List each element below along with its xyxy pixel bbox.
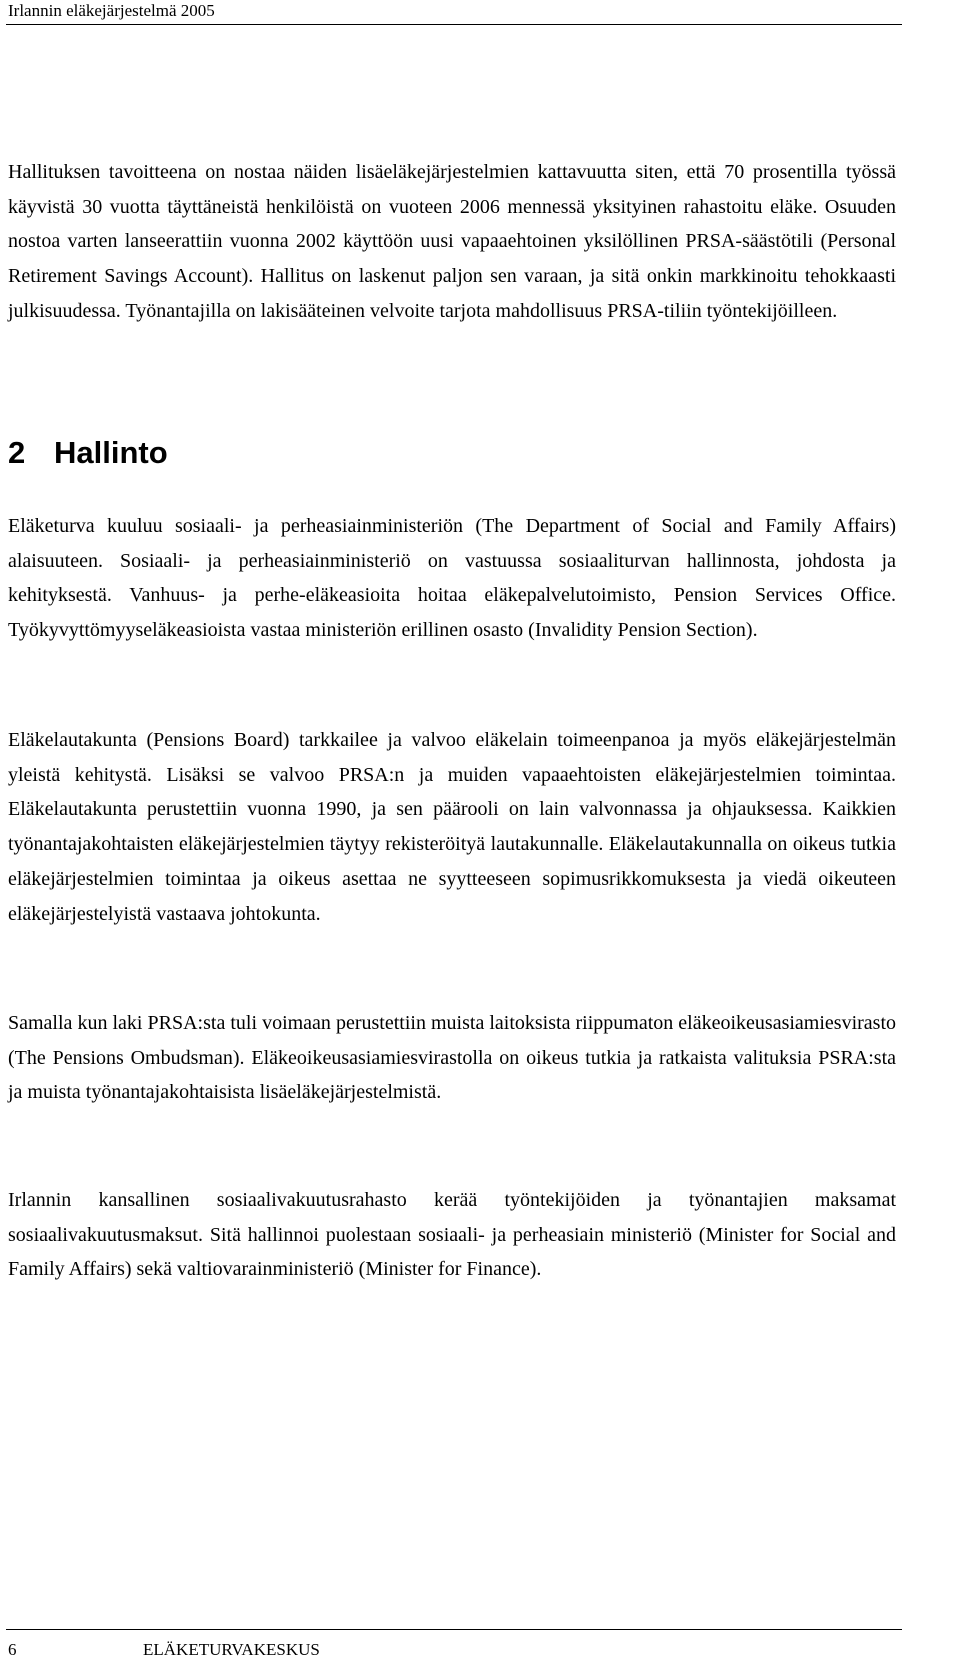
paragraph-social-insurance-fund: Irlannin kansallinen sosiaalivakuutusrahasto kerää työntekijöiden ja työnantajien maksamat sosiaalivakuutusmaksut. Sitä hallinnoi puolestaan sosiaali- ja perheasiain ministeriö (Minister for Social and Family Affairs) sekä valtiovarainministeriö (Minister for Finance). [8,1189,896,1281]
paragraph-pension-coverage: Hallituksen tavoitteena on nostaa näiden lisäeläkejärjestelmien kattavuutta siten, että 70 prosentilla työssä käyvistä 30 vuotta täyttäneistä henkilöistä on vuoteen 2006 mennessä yksityinen rahastoitu eläke. Osuuden nostoa varten lanseerattiin vuonna 2002 käyttöön uusi vapaaehtoinen yksilöllinen PRSA-säästötili (Personal Retirement Savings Account). Hallitus on laskenut paljon sen varaan, ja sitä onkin markkinoitu tehokkaasti julkisuudessa. Työnantajilla on lakisääteinen velvoite tarjota mahdollisuus PRSA-tiliin työntekijöilleen. [8,161,896,322]
section-number: 2 [8,435,26,470]
paragraph-pensions-board: Eläkelautakunta (Pensions Board) tarkkailee ja valvoo eläkelain toimeenpanoa ja myös eläkejärjestelmän yleistä kehitystä. Lisäksi se valvoo PRSA:n ja muiden vapaaehtoisten eläkejärjestelmien toimintaa. Eläkelautakunta perustettiin vuonna 1990, ja sen päärooli on lain valvonnassa ja ohjauksessa. Kaikkien työnantajakohtaisten eläkejärjestelmien täytyy rekisteröityä lautakunnalle. Eläkelautakunnalla on oikeus tutkia eläkejärjestelmien toimintaa ja oikeus asettaa ne syytteeseen sopimusrikkomuksesta ja viedä oikeuteen eläkejärjestelyistä vastaava johtokunta. [8,729,896,925]
section-heading [8,433,168,473]
running-header-title: Irlannin eläkejärjestelmä 2005 [8,1,215,20]
footer-divider [6,1629,902,1630]
page-number: 6 [8,1640,17,1659]
section-title: Hallinto [54,435,168,470]
paragraph-administration: Eläketurva kuuluu sosiaali- ja perheasiainministeriön (The Department of Social and Family Affairs) alaisuuteen. Sosiaali- ja perheasiainministeriö on vastuussa sosiaaliturvan hallinnosta, johdosta ja kehityksestä. Vanhuus- ja perhe-eläkeasioita hoitaa eläkepalvelutoimisto, Pension Services Office. Työkyvyttömyyseläkeasioista vastaa ministeriön erillinen osasto (Invalidity Pension Section). [8,515,896,642]
footer-organization: ELÄKETURVAKESKUS [143,1640,320,1659]
paragraph-ombudsman: Samalla kun laki PRSA:sta tuli voimaan perustettiin muista laitoksista riippumaton eläkeoikeusasiamiesvirasto (The Pensions Ombudsman). Eläkeoikeusasiamiesvirastolla on oikeus tutkia ja ratkaista valituksia PSRA:sta ja muista työnantajakohtaisista lisäeläkejärjestelmistä. [8,1012,896,1104]
header-divider [6,24,902,25]
